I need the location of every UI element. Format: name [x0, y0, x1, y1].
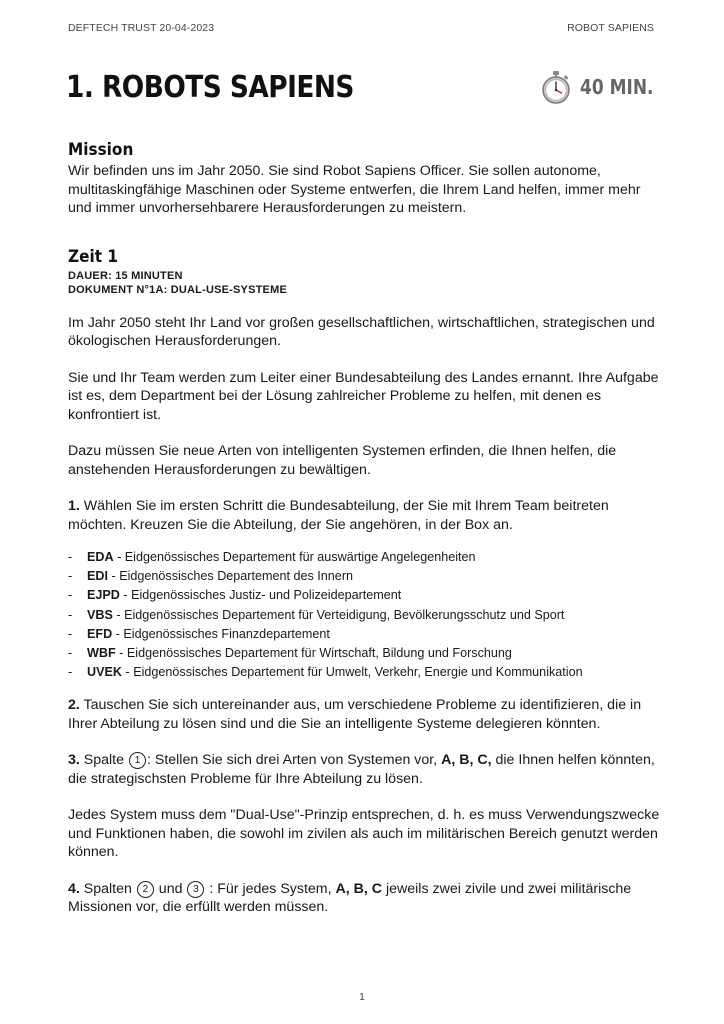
dual-use-paragraph: Jedes System muss dem "Dual-Use"-Prinzip entsprechen, d. h. es muss Verwendungszwecke und Funktionen haben, die sowohl im zivilen als auch im militärischen Bereich genutzt werden können.	[68, 807, 660, 861]
page-number: 1	[359, 991, 365, 1003]
department-list	[68, 548, 668, 682]
list-item[interactable]: - EDI - Eidgenössisches Departement des Innern	[68, 569, 354, 584]
mission-heading: Mission	[68, 140, 134, 160]
step-3: 3. Spalte 1 : Stellen Sie sich drei Arten von Systemen vor, A, B, C, die Ihnen helfen könnten, die strategischsten Probleme für Ihre Abteilung zu lösen.	[68, 752, 655, 787]
step-4: 4. Spalten 2 und 3 : Für jedes System, A, B, C jeweils zwei zivile und zwei militärische Missionen vor, die erfüllt werden müssen.	[68, 880, 632, 916]
column-3-marker: 3	[187, 881, 204, 898]
list-item[interactable]: - WBF - Eidgenössisches Departement für Wirtschaft, Bildung und Forschung	[68, 646, 512, 661]
document-label: DOKUMENT N°1A: DUAL-USE-SYSTEME	[68, 283, 287, 296]
list-item[interactable]: - EJPD - Eidgenössisches Justiz- und Polizeidepartement	[68, 588, 402, 603]
main-content	[68, 138, 668, 917]
step-1-text: Wählen Sie im ersten Schritt die Bundesabteilung, der Sie mit Ihrem Team beitreten möchten. Kreuzen Sie die Abteilung, der Sie angehören, in der Box an.	[68, 498, 609, 533]
list-item[interactable]: - UVEK - Eidgenössisches Departement für Umwelt, Verkehr, Energie und Kommunikation	[68, 665, 583, 680]
duration-label: DAUER: 15 MINUTEN	[68, 269, 183, 282]
zeit1-heading: Zeit 1	[68, 246, 119, 267]
header-right: ROBOT SAPIENS	[567, 22, 654, 34]
stopwatch-icon	[540, 70, 572, 104]
list-item[interactable]: - VBS - Eidgenössisches Departement für Verteidigung, Bevölkerungsschutz und Sport	[68, 607, 565, 622]
timer-label: 40 MIN.	[580, 75, 654, 99]
intro-paragraph-2: Sie und Ihr Team werden zum Leiter einer Bundesabteilung des Landes ernannt. Ihre Aufgabe ist es, dem Department bei der Lösung zahlreicher Probleme zu helfen, mit denen es konfrontiert ist.	[68, 369, 659, 423]
intro-paragraph-1: Im Jahr 2050 steht Ihr Land vor großen gesellschaftlichen, wirtschaftlichen, strategischen und ökologischen Herausforderungen.	[68, 314, 655, 349]
step-2-text: Tauschen Sie sich untereinander aus, um verschiedene Probleme zu identifizieren, die in Ihrer Abteilung zu lösen sind und die Sie an intelligente Systeme delegieren könnten.	[68, 697, 642, 732]
step-2	[68, 696, 668, 733]
page-title: 1. ROBOTS SAPIENS	[66, 70, 354, 105]
column-2-marker: 2	[137, 881, 154, 898]
timer-badge	[540, 70, 666, 104]
step-1	[68, 497, 668, 534]
column-1-marker: 1	[129, 752, 146, 769]
list-item[interactable]: - EDA - Eidgenössisches Departement für auswärtige Angelegenheiten	[68, 550, 476, 564]
mission-text: Wir befinden uns im Jahr 2050. Sie sind Robot Sapiens Officer. Sie sollen autonome, multitaskingfähige Maschinen oder Systeme entwerfen, die Ihrem Land helfen, immer mehr und immer unvorhersehbarere Herausforderungen zu meistern.	[68, 163, 641, 216]
step-1-number: 1.	[68, 498, 80, 514]
step-2-number: 2.	[68, 697, 80, 714]
header-left: DEFTECH TRUST 20-04-2023	[68, 22, 215, 34]
list-item[interactable]: - EFD - Eidgenössisches Finanzdepartement	[68, 626, 330, 641]
intro-paragraph-3: Dazu müssen Sie neue Arten von intelligenten Systemen erfinden, die Ihnen helfen, die anstehenden Herausforderungen zu bewältigen.	[68, 443, 617, 478]
